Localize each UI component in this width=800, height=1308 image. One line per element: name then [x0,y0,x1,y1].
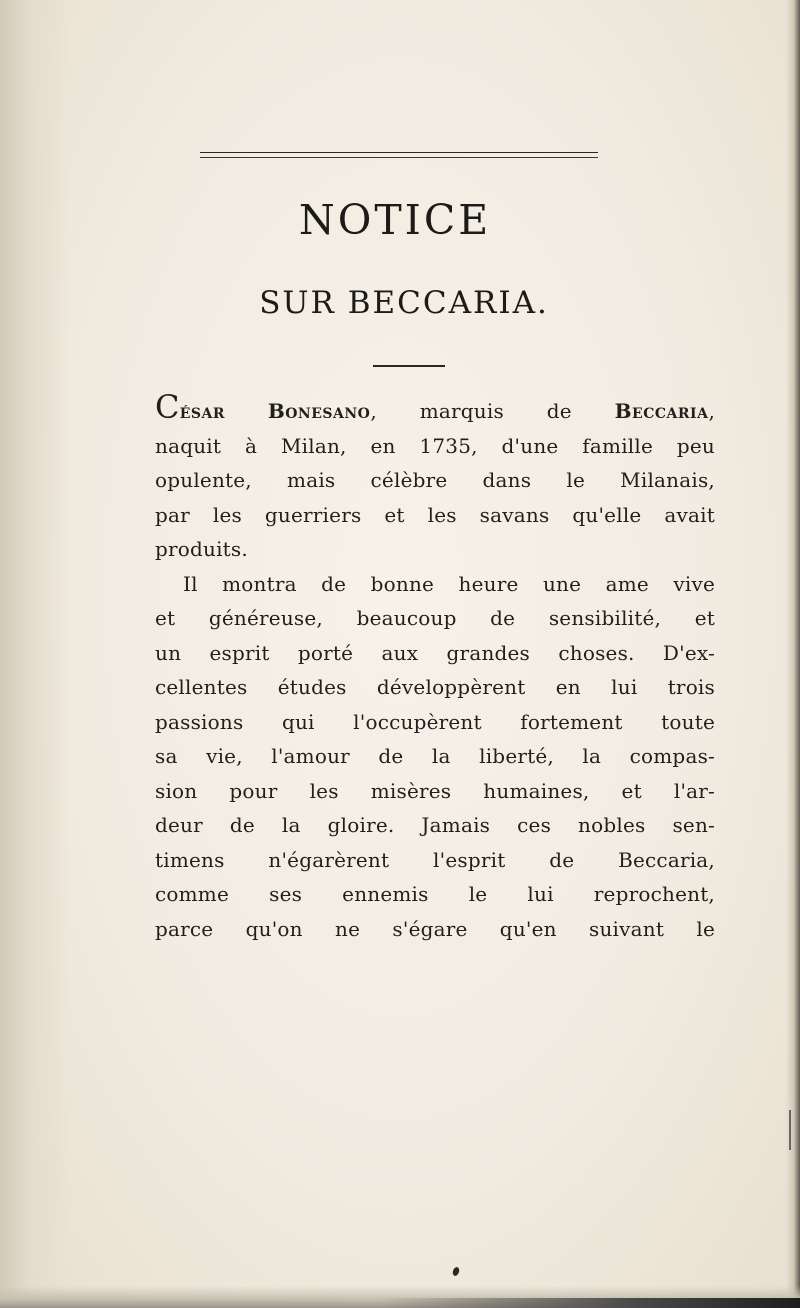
text-line: et généreuse, beaucoup de sensibilité, et [155,606,715,630]
ink-mark [452,1266,461,1277]
text-line: passions qui l'occupèrent fortement toute [155,709,715,734]
drop-cap: C [155,388,180,426]
top-double-rule-lower [200,157,598,158]
page-bottom-dark-edge [380,1298,800,1308]
text-line: comme ses ennemis le lui reprochent, [155,882,715,906]
text-fragment: , marquis de [370,399,615,423]
section-rule [373,365,445,367]
top-double-rule-upper [200,152,598,153]
name-cesar: ésar [179,399,225,423]
text-line: deur de la gloire. Jamais ces nobles sen- [155,813,715,837]
text-line: naquit à Milan, en 1735, d'une famille peu [155,433,715,458]
text-line: produits. [155,537,248,561]
text-line: parce qu'on ne s'égare qu'en suivant le [155,916,715,941]
text-line: sa vie, l'amour de la liberté, la compas- [155,744,715,768]
body-text [155,388,715,946]
text-line [155,388,715,429]
text-line: timens n'égarèrent l'esprit de Beccaria, [155,847,715,872]
edge-mark [789,1110,791,1150]
text-line: sion pour les misères humaines, et l'ar- [155,778,715,803]
text-line: un esprit porté aux grandes choses. D'ex- [155,640,715,665]
page-title: NOTICE [298,196,492,244]
text-line: cellentes études développèrent en lui trois [155,675,715,699]
text-line: opulente, mais célèbre dans le Milanais, [155,468,715,492]
text-line: par les guerriers et les savans qu'elle avait [155,502,715,527]
page-subtitle: SUR BECCARIA. [259,285,549,321]
name-bonesano: Bonesano [267,399,371,423]
text-line: Il montra de bonne heure une ame vive [183,571,715,596]
name-beccaria: Beccaria [614,399,709,423]
text-fragment: , [708,399,715,423]
